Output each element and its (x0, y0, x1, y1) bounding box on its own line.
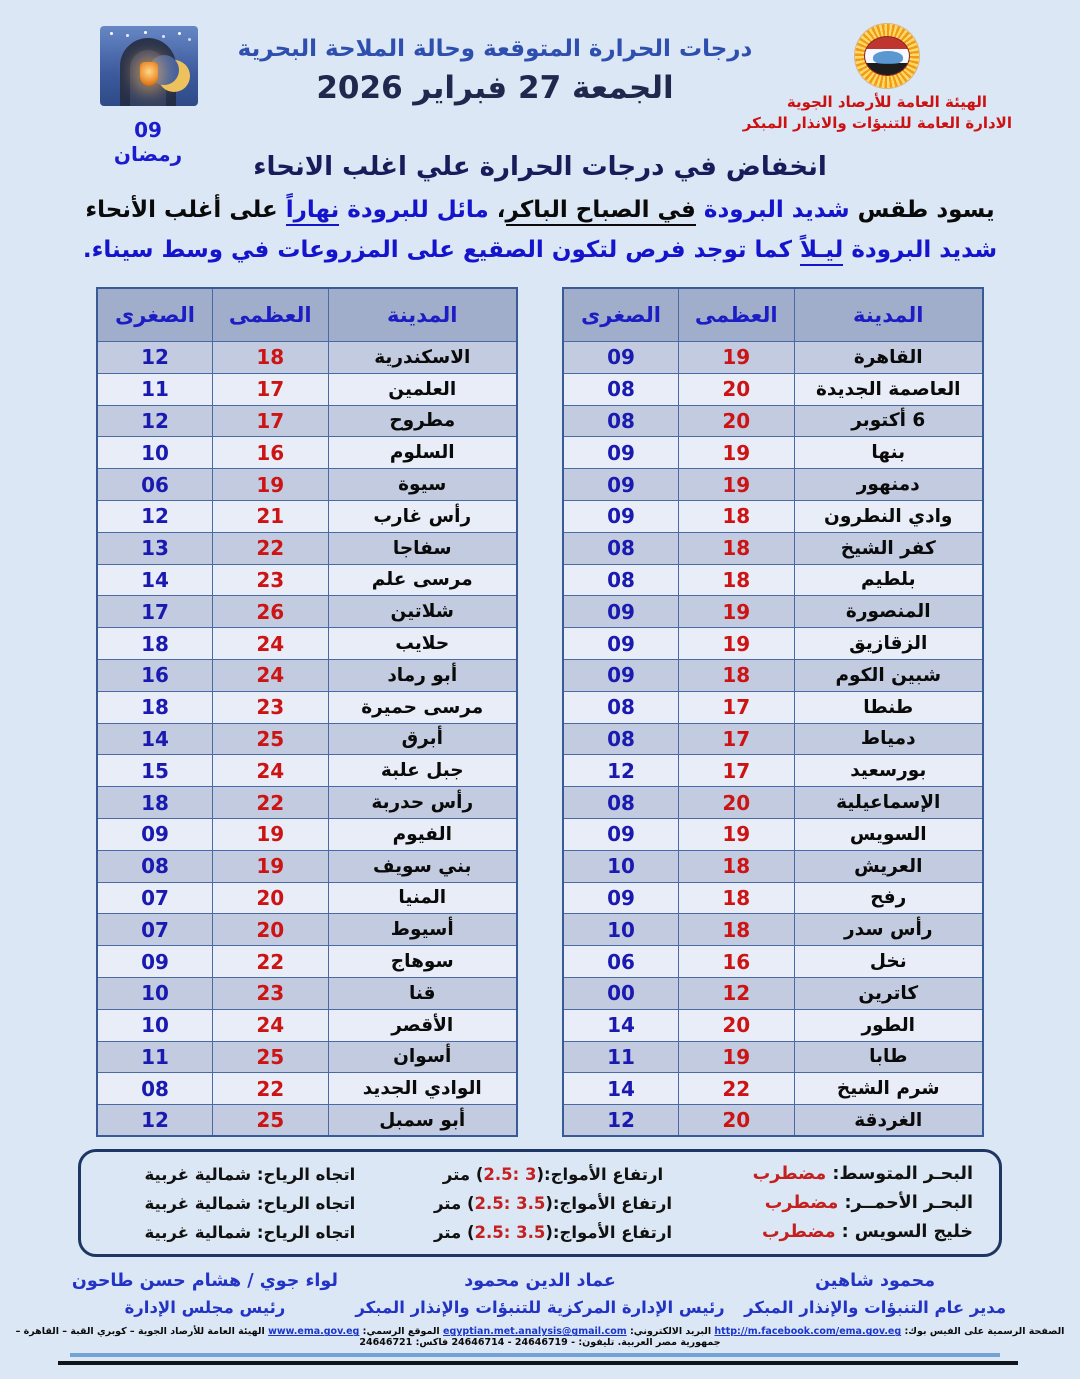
max-temp-cell: 24 (213, 1009, 329, 1041)
footer-blue-rule (70, 1353, 1000, 1357)
text-segment: مائل للبرودة (339, 197, 489, 223)
table-row (97, 1041, 517, 1073)
table-row (563, 1041, 983, 1073)
min-temp-cell: 07 (97, 914, 213, 946)
min-temp-cell: 07 (97, 882, 213, 914)
min-temp-cell: 09 (563, 818, 679, 850)
ramadan-block (98, 26, 198, 166)
signatory-title: رئيس مجلس الإدارة (124, 1298, 286, 1318)
text-segment: شديد البرودة (695, 197, 850, 223)
text-segment: نهاراً (286, 197, 340, 226)
city-cell: جبل علبة (328, 755, 517, 787)
city-cell: أبو رماد (328, 659, 517, 691)
table-row (97, 532, 517, 564)
min-temp-cell: 09 (563, 628, 679, 660)
max-temp-cell: 19 (679, 469, 795, 501)
max-temp-cell: 19 (679, 818, 795, 850)
table-row (563, 1105, 983, 1137)
min-temp-cell: 09 (97, 946, 213, 978)
org-name-line2: الادارة العامة للتنبؤات والانذار المبكر (742, 114, 1012, 132)
max-temp-cell: 18 (679, 850, 795, 882)
table-row (563, 500, 983, 532)
city-cell: المنيا (328, 882, 517, 914)
min-temp-cell: 08 (563, 405, 679, 437)
city-cell: أبو سمبل (328, 1105, 517, 1137)
signatory-title: مدير عام التنبؤات والإنذار المبكر (744, 1298, 1007, 1318)
min-temp-cell: 06 (97, 469, 213, 501)
sea-name-label: البحـر الأحمــر: مضطرب (764, 1193, 973, 1214)
table-row (563, 850, 983, 882)
city-cell: رأس حدربة (328, 787, 517, 819)
signature-block (726, 1271, 1024, 1317)
min-temp-cell: 08 (97, 850, 213, 882)
crescent-moon-icon (158, 60, 190, 92)
ramadan-lantern-icon (100, 26, 198, 106)
city-cell: أسيوط (328, 914, 517, 946)
cairo-region-table (562, 287, 984, 1138)
contact-info-line (0, 1326, 1080, 1348)
max-temp-cell: 19 (679, 1041, 795, 1073)
wind-direction-label: اتجاه الرياح: شمالية غربية (144, 1164, 356, 1184)
table-row (563, 532, 983, 564)
max-column-header: العظمى (213, 288, 329, 342)
city-cell: الطور (794, 1009, 983, 1041)
signature-block (56, 1271, 354, 1317)
max-temp-cell: 20 (213, 882, 329, 914)
table-row (97, 755, 517, 787)
min-temp-cell: 15 (97, 755, 213, 787)
table-row (97, 1105, 517, 1137)
city-cell: طنطا (794, 691, 983, 723)
city-cell: شلاتين (328, 596, 517, 628)
table-row (97, 818, 517, 850)
sea-name-label: خليج السويس : مضطرب (761, 1222, 973, 1243)
max-temp-cell: 18 (679, 564, 795, 596)
max-temp-cell: 19 (213, 850, 329, 882)
city-cell: حلايب (328, 628, 517, 660)
min-temp-cell: 08 (97, 1073, 213, 1105)
min-temp-cell: 12 (97, 500, 213, 532)
contact-link[interactable]: egyptian.met.analysis@gmail.com (443, 1326, 627, 1338)
city-cell: مرسى علم (328, 564, 517, 596)
table-row (563, 882, 983, 914)
city-cell: القاهرة (794, 342, 983, 374)
max-temp-cell: 25 (213, 1105, 329, 1137)
min-temp-cell: 14 (563, 1009, 679, 1041)
min-temp-cell: 09 (563, 437, 679, 469)
max-temp-cell: 26 (213, 596, 329, 628)
page-title: درجات الحرارة المتوقعة وحالة الملاحة البحرية (237, 36, 753, 62)
max-temp-cell: 20 (679, 1009, 795, 1041)
min-temp-cell: 18 (97, 691, 213, 723)
min-temp-cell: 09 (563, 500, 679, 532)
min-temp-cell: 12 (563, 755, 679, 787)
text-segment: الصفحة الرسمية على الفيس بوك: (901, 1326, 1065, 1338)
max-temp-cell: 19 (679, 342, 795, 374)
max-temp-cell: 20 (679, 405, 795, 437)
footer-black-rule (58, 1361, 1018, 1366)
min-column-header: الصغرى (563, 288, 679, 342)
table-row (563, 437, 983, 469)
min-temp-cell: 17 (97, 596, 213, 628)
text-segment: ليـلاً (800, 237, 843, 266)
min-temp-cell: 10 (563, 850, 679, 882)
text-segment: يسود طقس (849, 197, 995, 223)
table-row (97, 469, 517, 501)
coastal-upper-egypt-table (96, 287, 518, 1138)
table-row (563, 755, 983, 787)
text-segment: البريد الالكتروني: (626, 1326, 715, 1338)
city-cell: الأقصر (328, 1009, 517, 1041)
city-cell: العاصمة الجديدة (794, 373, 983, 405)
min-temp-cell: 12 (97, 405, 213, 437)
max-temp-cell: 23 (213, 564, 329, 596)
text-segment: شديد البرودة (843, 237, 998, 264)
min-temp-cell: 14 (563, 1073, 679, 1105)
city-cell: أبرق (328, 723, 517, 755)
summary-line2 (0, 230, 1080, 270)
max-temp-cell: 25 (213, 1041, 329, 1073)
contact-link[interactable]: http://m.facebook.com/ema.gov.eg (714, 1326, 902, 1338)
text-segment: في الصباح الباكر (506, 197, 696, 226)
max-temp-cell: 16 (213, 437, 329, 469)
signature-block (354, 1271, 726, 1317)
table-row (563, 691, 983, 723)
max-temp-cell: 21 (213, 500, 329, 532)
min-temp-cell: 18 (97, 787, 213, 819)
table-row (563, 818, 983, 850)
city-cell: بنها (794, 437, 983, 469)
max-temp-cell: 19 (679, 628, 795, 660)
min-temp-cell: 10 (97, 1009, 213, 1041)
table-row (97, 342, 517, 374)
table-row (97, 787, 517, 819)
title-block (230, 36, 760, 106)
table-row (563, 1009, 983, 1041)
city-cell: العلمين (328, 373, 517, 405)
city-cell: كاترين (794, 977, 983, 1009)
min-temp-cell: 09 (563, 469, 679, 501)
agency-sun-logo-icon (855, 24, 919, 88)
city-cell: سفاجا (328, 532, 517, 564)
city-cell: شبين الكوم (794, 659, 983, 691)
min-temp-cell: 08 (563, 691, 679, 723)
max-temp-cell: 24 (213, 659, 329, 691)
min-temp-cell: 09 (563, 596, 679, 628)
text-segment: على أغلب الأنحاء (85, 197, 286, 223)
city-cell: الوادي الجديد (328, 1073, 517, 1105)
summary-line1 (0, 190, 1080, 230)
max-temp-cell: 22 (213, 532, 329, 564)
table-row (563, 659, 983, 691)
egypt-flag-emblem-icon (864, 36, 910, 76)
max-temp-cell: 19 (213, 469, 329, 501)
table-row (97, 437, 517, 469)
table-row (97, 596, 517, 628)
max-temp-cell: 22 (213, 787, 329, 819)
city-cell: الإسماعيلية (794, 787, 983, 819)
wave-height-value: 2.5: 3.5 (474, 1222, 546, 1242)
city-cell: نخل (794, 946, 983, 978)
marine-conditions-box (78, 1149, 1002, 1257)
table-row (97, 373, 517, 405)
max-temp-cell: 17 (679, 755, 795, 787)
wave-height-label: ارتفاع الأمواج:(2.5: 3) متر (442, 1164, 664, 1184)
city-cell: السلوم (328, 437, 517, 469)
headline: انخفاض في درجات الحرارة علي اغلب الانحاء (253, 152, 827, 182)
min-temp-cell: 14 (97, 564, 213, 596)
table-row (97, 1073, 517, 1105)
city-cell: قنا (328, 977, 517, 1009)
max-temp-cell: 18 (679, 914, 795, 946)
min-temp-cell: 10 (563, 914, 679, 946)
sea-state-value: مضطرب (761, 1222, 836, 1243)
table-row (97, 628, 517, 660)
min-temp-cell: 09 (563, 882, 679, 914)
table-row (97, 914, 517, 946)
min-temp-cell: 12 (97, 1105, 213, 1137)
max-temp-cell: 22 (679, 1073, 795, 1105)
table-row (97, 946, 517, 978)
min-temp-cell: 08 (563, 373, 679, 405)
min-temp-cell: 11 (97, 1041, 213, 1073)
max-temp-cell: 23 (213, 977, 329, 1009)
wave-height-label: ارتفاع الأمواج:(2.5: 3.5) متر (434, 1193, 672, 1213)
wave-height-value: 2.5: 3.5 (474, 1193, 546, 1213)
city-cell: دمياط (794, 723, 983, 755)
signatory-name: عماد الدين محمود (464, 1271, 616, 1292)
city-cell: 6 أكتوبر (794, 405, 983, 437)
city-cell: بورسعيد (794, 755, 983, 787)
table-row (563, 342, 983, 374)
text-segment: الموقع الرسمي: (359, 1326, 443, 1338)
hijri-date: 09 رمضان (113, 118, 183, 166)
sea-state-value: مضطرب (752, 1164, 827, 1185)
city-cell: بلطيم (794, 564, 983, 596)
max-temp-cell: 16 (679, 946, 795, 978)
min-temp-cell: 08 (563, 564, 679, 596)
stars-icon (110, 32, 113, 35)
table-row (563, 787, 983, 819)
min-temp-cell: 12 (563, 1105, 679, 1137)
table-row (97, 850, 517, 882)
city-cell: كفر الشيخ (794, 532, 983, 564)
city-cell: الزقازيق (794, 628, 983, 660)
page-header (0, 0, 1080, 166)
weather-summary (0, 190, 1080, 271)
max-temp-cell: 19 (679, 437, 795, 469)
city-cell: أسوان (328, 1041, 517, 1073)
city-cell: سيوة (328, 469, 517, 501)
text-segment: ، (488, 197, 506, 223)
city-cell: الاسكندرية (328, 342, 517, 374)
table-row (97, 977, 517, 1009)
agency-logo-block (742, 24, 1012, 134)
city-cell: الغردقة (794, 1105, 983, 1137)
max-temp-cell: 19 (213, 818, 329, 850)
city-cell: شرم الشيخ (794, 1073, 983, 1105)
max-temp-cell: 18 (679, 500, 795, 532)
table-row (97, 405, 517, 437)
min-temp-cell: 08 (563, 723, 679, 755)
table-row (563, 914, 983, 946)
table-row (563, 628, 983, 660)
org-name-line1: الهيئة العامة للأرصاد الجوية (786, 93, 988, 111)
wave-height-value: 2.5: 3 (483, 1164, 537, 1184)
max-temp-cell: 18 (679, 659, 795, 691)
table-row (563, 469, 983, 501)
table-row (97, 691, 517, 723)
max-temp-cell: 17 (213, 373, 329, 405)
max-temp-cell: 24 (213, 755, 329, 787)
contact-link[interactable]: www.ema.gov.eg (268, 1326, 360, 1338)
city-cell: دمنهور (794, 469, 983, 501)
signatory-name: لواء جوي / هشام حسن طاحون (71, 1271, 338, 1292)
city-cell: السويس (794, 818, 983, 850)
min-temp-cell: 09 (563, 342, 679, 374)
max-temp-cell: 23 (213, 691, 329, 723)
min-temp-cell: 13 (97, 532, 213, 564)
city-cell: مرسى حميرة (328, 691, 517, 723)
max-temp-cell: 18 (679, 882, 795, 914)
min-temp-cell: 18 (97, 628, 213, 660)
table-row (97, 500, 517, 532)
city-cell: طابا (794, 1041, 983, 1073)
text-segment: الهيئة العامة للأرصاد الجوية – كوبري القبة – القاهرة – جمهورية مصر العربية. تليفون: - 24646719 - 24646714 فاكس: 24646721 (15, 1326, 721, 1349)
min-temp-cell: 12 (97, 342, 213, 374)
city-cell: وادي النطرون (794, 500, 983, 532)
sea-name-label: البحـر المتوسط: مضطرب (752, 1164, 973, 1185)
min-temp-cell: 10 (97, 977, 213, 1009)
min-temp-cell: 11 (97, 373, 213, 405)
table-row (563, 596, 983, 628)
table-row (563, 723, 983, 755)
signature-blocks (56, 1271, 1024, 1317)
text-segment: كما توجد فرص لتكون الصقيع على المزروعات في وسط سيناء. (82, 237, 800, 264)
city-cell: المنصورة (794, 596, 983, 628)
temperature-tables (0, 287, 1080, 1138)
max-temp-cell: 20 (213, 914, 329, 946)
city-cell: الفيوم (328, 818, 517, 850)
city-cell: مطروح (328, 405, 517, 437)
sea-state-value: مضطرب (764, 1193, 839, 1214)
min-temp-cell: 08 (563, 532, 679, 564)
min-temp-cell: 09 (97, 818, 213, 850)
max-temp-cell: 17 (679, 723, 795, 755)
table-row (563, 1073, 983, 1105)
min-temp-cell: 14 (97, 723, 213, 755)
city-column-header: المدينة (328, 288, 517, 342)
max-temp-cell: 17 (213, 405, 329, 437)
city-cell: رأس غارب (328, 500, 517, 532)
max-temp-cell: 20 (679, 373, 795, 405)
min-column-header: الصغرى (97, 288, 213, 342)
table-row (563, 373, 983, 405)
table-row (97, 659, 517, 691)
min-temp-cell: 06 (563, 946, 679, 978)
signatory-title: رئيس الإدارة المركزية للتنبؤات والإنذار المبكر (355, 1298, 725, 1318)
city-cell: العريش (794, 850, 983, 882)
max-temp-cell: 22 (213, 946, 329, 978)
wave-height-label: ارتفاع الأمواج:(2.5: 3.5) متر (434, 1222, 672, 1242)
max-column-header: العظمى (679, 288, 795, 342)
min-temp-cell: 11 (563, 1041, 679, 1073)
table-header-row (563, 288, 983, 342)
forecast-date: الجمعة 27 فبراير 2026 (316, 70, 674, 106)
max-temp-cell: 20 (679, 787, 795, 819)
max-temp-cell: 18 (213, 342, 329, 374)
max-temp-cell: 20 (679, 1105, 795, 1137)
lantern-lamp-icon (140, 62, 158, 86)
max-temp-cell: 17 (679, 691, 795, 723)
city-cell: رأس سدر (794, 914, 983, 946)
table-row (97, 564, 517, 596)
min-temp-cell: 10 (97, 437, 213, 469)
table-row (563, 564, 983, 596)
table-row (97, 723, 517, 755)
table-row (563, 946, 983, 978)
table-row (563, 977, 983, 1009)
min-temp-cell: 08 (563, 787, 679, 819)
city-column-header: المدينة (794, 288, 983, 342)
max-temp-cell: 22 (213, 1073, 329, 1105)
wind-direction-label: اتجاه الرياح: شمالية غربية (144, 1222, 356, 1242)
table-header-row (97, 288, 517, 342)
signatory-name: محمود شاهين (815, 1271, 936, 1292)
city-cell: بني سويف (328, 850, 517, 882)
max-temp-cell: 24 (213, 628, 329, 660)
max-temp-cell: 18 (679, 532, 795, 564)
max-temp-cell: 25 (213, 723, 329, 755)
table-row (563, 405, 983, 437)
wind-direction-label: اتجاه الرياح: شمالية غربية (144, 1193, 356, 1213)
min-temp-cell: 16 (97, 659, 213, 691)
max-temp-cell: 19 (679, 596, 795, 628)
max-temp-cell: 12 (679, 977, 795, 1009)
city-cell: سوهاج (328, 946, 517, 978)
table-row (97, 882, 517, 914)
table-row (97, 1009, 517, 1041)
city-cell: رفح (794, 882, 983, 914)
min-temp-cell: 00 (563, 977, 679, 1009)
min-temp-cell: 09 (563, 659, 679, 691)
